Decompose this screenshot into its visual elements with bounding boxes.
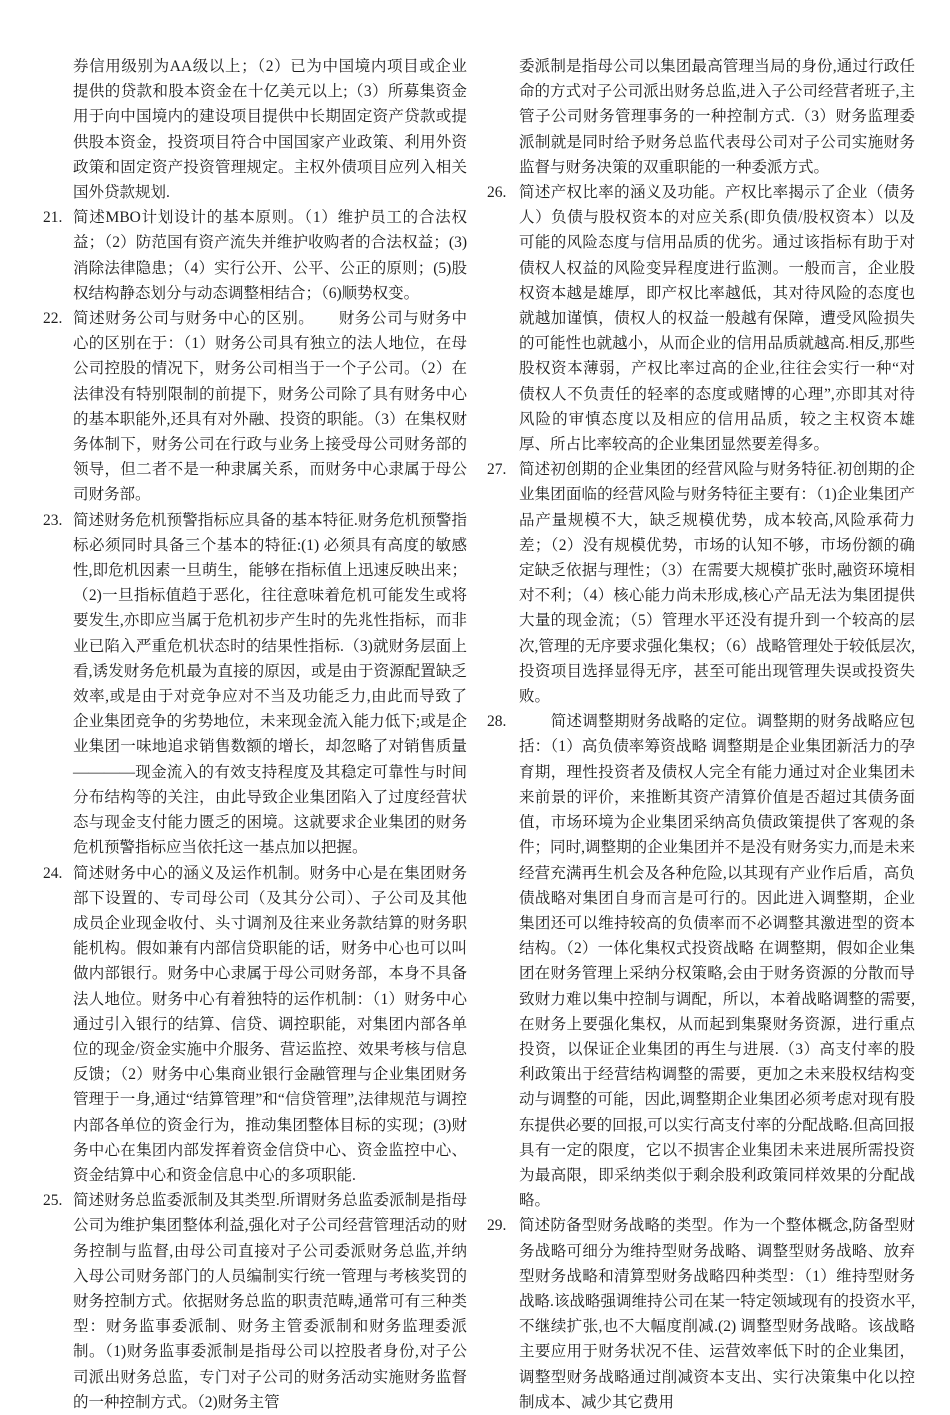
item-number: 25. <box>43 1192 63 1210</box>
item-number: 28. <box>487 713 507 731</box>
item-number: 21. <box>43 209 63 227</box>
item-number: 29. <box>487 1217 507 1235</box>
left-column <box>43 54 467 1415</box>
item-text: 简述MBO计划设计的基本原则。（1）维护员工的合法权益；（2）防范国有资产流失并维护收购者的合法权益；(3)消除法律隐患；（4）实行公开、公平、公正的原则；(5)股权结构静态划分与动态调整相结合；（6)顺势权变。 <box>73 209 467 302</box>
item-text: 简述初创期的企业集团的经营风险与财务特征.初创期的企业集团面临的经营风险与财务特征主要有：（1)企业集团产品产量规模不大，缺乏规模优势，成本较高,风险承荷力差；（2）没有规模优势，市场的认知不够，市场份额的确定缺乏依据与理性；（3）在需要大规模扩张时,融资环境相对不利；（4）核心能力尚未形成,核心产品无法为集团提供大量的现金流；（5）管理水平还没有提升到一个较高的层次,管理的无序要求强化集权；（6）战略管理处于较低层次,投资项目选择显得无序，甚至可能出现管理失误或投资失败。 <box>519 461 915 706</box>
item-text: 简述财务中心的涵义及运作机制。财务中心是在集团财务部下设置的、专司母公司（及其分公司）、子公司及其他成员企业现金收付、头寸调剂及往来业务款结算的财务职能机构。假如兼有内部信贷职能的话，财务中心也可以叫做内部银行。财务中心隶属于母公司财务部，本身不具备法人地位。财务中心有着独特的运作机制：（1）财务中心通过引入银行的结算、信贷、调控职能，对集团内部各单位的现金/资金实施中介服务、营运监控、效果考核与信息反馈；（2）财务中心集商业银行金融管理与企业集团财务管理于一身,通过“结算管理”和“信贷管理”,法律规范与调控内部各单位的资金行为，推动集团整体目标的实现；(3)财务中心在集团内部发挥着资金信贷中心、资金监控中心、资金结算中心和资金信息中心的多项职能. <box>73 864 467 1184</box>
document-page <box>43 54 915 1415</box>
item-text: 简述防备型财务战略的类型。作为一个整体概念,防备型财务战略可细分为维持型财务战略、调整型财务战略、放弃型财务战略和清算型财务战略四种类型：（1）维持型财务战略.该战略强调维持公司在某一特定领域现有的投资水平,不继续扩张,也不大幅度削减.(2) 调整型财务战略。该战略主要应用于财务状况不佳、运营效率低下时的企业集团，调整型财务战略通过削减资本支出、实行决策集中化以控制成本、减少其它费用 <box>519 1217 915 1411</box>
item-text: 券信用级别为AA级以上；（2）已为中国境内项目或企业提供的贷款和股本资金在十亿美元以上;（3）所募集资金用于向中国境内的建设项目提供中长期固定资产贷款或提供股本资金，投资项目符合中国国家产业政策、利用外资政策和固定资产投资管理规定。主权外债项目应列入相关国外贷款规划. <box>73 58 467 202</box>
item-28 <box>487 709 915 1213</box>
item-29 <box>487 1213 915 1415</box>
item-text: 简述财务公司与财务中心的区别。 财务公司与财务中心的区别在于：（1）财务公司具有独立的法人地位，在母公司控股的情况下，财务公司相当于一个子公司。（2）在法律没有特别限制的前提下，财务公司除了具有财务中心的基本职能外,还具有对外融、投资的职能。（3）在集权财务体制下，财务公司在行政与业务上接受母公司财务部的领导，但二者不是一种隶属关系，而财务中心隶属于母公司财务部。 <box>73 310 467 504</box>
continuation-paragraph <box>43 54 467 205</box>
item-25 <box>43 1188 467 1415</box>
item-23 <box>43 508 467 861</box>
item-24 <box>43 861 467 1189</box>
item-22 <box>43 306 467 508</box>
item-text: 委派制是指母公司以集团最高管理当局的身份,通过行政任命的方式对子公司派出财务总监,进入子公司经营者班子,主管子公司财务管理事务的一种控制方式.（3）财务监理委派制就是同时给予财务总监代表母公司对子公司实施财务监督与财务决策的双重职能的一种委派方式。 <box>519 58 915 176</box>
item-text: 简述调整期财务战略的定位。调整期的财务战略应包括：（1）高负债率筹资战略 调整期是企业集团新活力的孕育期，理性投资者及债权人完全有能力通过对企业集团未来前景的评价，来推断其资产清算价值是否超过其债务面值，市场环境为企业集团采纳高负债政策提供了客观的条件；同时,调整期的企业集团并不是没有财务实力,而是未来经营充满再生机会及各种危险,以其现有产业作后盾，高负债战略对集团自身而言是可行的。因此进入调整期，企业集团还可以维持较高的负债率而不必调整其激进型的资本结构。（2）一体化集权式投资战略 在调整期，假如企业集团在财务管理上采纳分权策略,会由于财务资源的分散而导致财力难以集中控制与调配，所以，本着战略调整的需要,在财务上要强化集权，从而起到集聚财务资源，进行重点投资，以保证企业集团的再生与进展.（3）高支付率的股利政策出于经营结构调整的需要，更加之未来股权结构变动与调整的可能，因此,调整期企业集团必须考虑对现有股东提供必要的回报,可以实行高支付率的分配战略.但高回报具有一定的限度，它以不损害企业集团未来进展所需投资为最高限，即采纳类似于剩余股利政策同样效果的分配战略。 <box>519 713 915 1210</box>
item-number: 26. <box>487 184 507 202</box>
right-column <box>487 54 915 1415</box>
continuation-paragraph <box>487 54 915 180</box>
item-number: 23. <box>43 511 63 529</box>
item-text: 简述产权比率的涵义及功能。产权比率揭示了企业（债务人）负债与股权资本的对应关系(即负债/股权资本）以及可能的风险态度与信用品质的优劣。通过该指标有助于对债权人权益的风险变异程度进行监测。一般而言，企业股权资本越是雄厚，即产权比率越低，其对待风险的态度也就越加谨慎，债权人的权益一般越有保障，遭受风险损失的可能性也就越小，从而企业的信用品质就越高.相反,那些股权资本薄弱，产权比率过高的企业,往往会实行一种“对债权人不负责任的轻率的态度或赌博的心理”,亦即其对待风险的审慎态度以及相应的信用品质，较之主权资本雄厚、所占比率较高的企业集团显然要差得多。 <box>519 184 915 454</box>
item-26 <box>487 180 915 457</box>
item-number: 27. <box>487 461 507 479</box>
item-number: 24. <box>43 864 63 882</box>
item-21 <box>43 205 467 306</box>
item-27 <box>487 457 915 709</box>
item-text: 简述财务危机预警指标应具备的基本特征.财务危机预警指标必须同时具备三个基本的特征:(1) 必须具有高度的敏感性,即危机因素一旦萌生，能够在指标值上迅速反映出来；（2)一旦指标值趋于恶化，往往意味着危机可能发生或将要发生,亦即应当属于危机初步产生时的先兆性指标，而非业已陷入严重危机状态时的结果性指标.（3)就财务层面上看,诱发财务危机最为直接的原因，或是由于资源配置缺乏效率,或是由于对竞争应对不当及功能乏力,由此而导致了企业集团竞争的劣势地位，未来现金流入能力低下;或是企业集团一味地追求销售数额的增长，却忽略了对销售质量————现金流入的有效支持程度及其稳定可靠性与时间分布结构等的关注，由此导致企业集团陷入了过度经营状态与现金支付能力匮乏的困境。这就要求企业集团的财务危机预警指标应当依托这一基点加以把握。 <box>73 511 467 857</box>
item-text: 简述财务总监委派制及其类型.所谓财务总监委派制是指母公司为维护集团整体利益,强化对子公司经营管理活动的财务控制与监督,由母公司直接对子公司委派财务总监,并纳入母公司财务部门的人员编制实行统一管理与考核奖罚的财务控制方式。依据财务总监的职责范畴,通常可有三种类型：财务监事委派制、财务主管委派制和财务监理委派制。（1)财务监事委派制是指母公司以控股者身份,对子公司派出财务总监，专门对子公司的财务活动实施财务监督的一种控制方式。（2)财务主管 <box>73 1192 467 1411</box>
item-number: 22. <box>43 310 63 328</box>
